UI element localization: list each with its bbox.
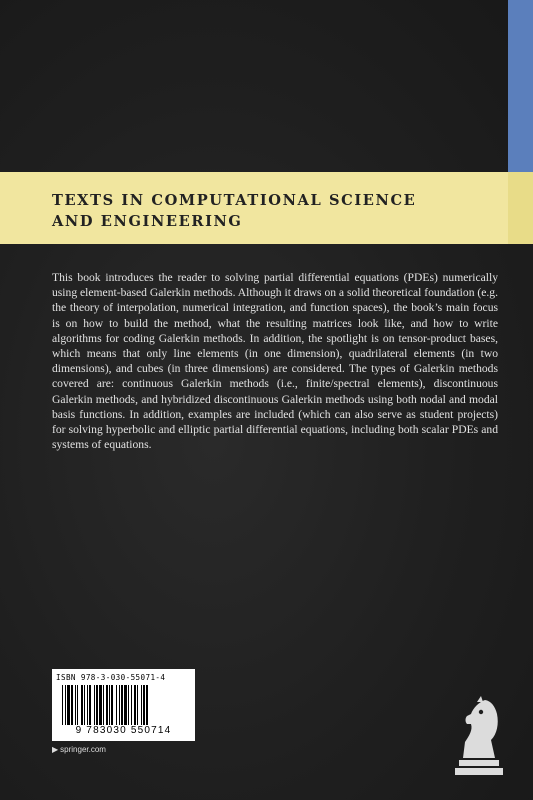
arrow-right-icon: ▶ (52, 745, 59, 754)
knight-logo-icon (455, 696, 507, 778)
band-edge (508, 172, 533, 244)
barcode-bars-icon (62, 685, 185, 725)
publisher-url: springer.com (60, 745, 106, 754)
barcode-digits: 9 783030 550714 (75, 725, 172, 736)
series-title-line-2: AND ENGINEERING (52, 213, 243, 230)
accent-strip (508, 0, 533, 172)
barcode (52, 669, 195, 741)
series-title (52, 190, 492, 232)
publisher-link[interactable] (52, 745, 106, 754)
isbn-label: ISBN 978-3-030-55071-4 (56, 673, 166, 682)
series-title-line-1: TEXTS IN COMPUTATIONAL SCIENCE (52, 192, 417, 209)
book-description: This book introduces the reader to solving partial differential equations (PDEs) numerically using element-based Galerkin methods. Although it draws on a solid theoretical foundation (e.g. the theory of interpolation, numerical integration, and function spaces), the book’s main focus is on how to build the method, what the resulting matrices look like, and how to write algorithms for coding Galerkin methods. In addition, the spotlight is on tensor-product bases, which means that only line elements (in one dimension), quadrilateral elements (in two dimensions), and cubes (in three dimensions) are considered. The types of Galerkin methods covered are: continuous Galerkin methods (i.e., finite/spectral elements), discontinuous Galerkin methods, and hybridized discontinuous Galerkin methods using both nodal and modal basis functions. In addition, examples are included (which can also serve as student projects) for solving hyperbolic and elliptic partial differential equations, including both scalar PDEs and systems of equations. (52, 271, 498, 452)
